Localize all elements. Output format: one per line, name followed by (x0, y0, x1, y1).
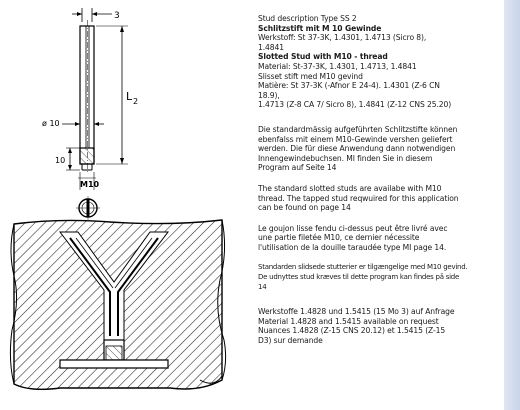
german-material: 1.4841 (258, 42, 284, 52)
stud-end-view (76, 196, 100, 220)
technical-drawing (0, 0, 238, 410)
english-description: The standard slotted studs are availabe with M10 (258, 183, 442, 193)
dim-diameter: ø 10 (42, 119, 60, 128)
french-material: Matière: St 37-3K (-Afnor E 24-4). 1.4301 (Z-6 CN (258, 81, 440, 91)
window-edge (504, 0, 520, 410)
english-description: can be found on page 14 (258, 203, 351, 213)
material-note: Werkstoffe 1.4828 und 1.5415 (15 Mo 3) auf Anfrage (258, 307, 455, 317)
stud-side-view (42, 8, 138, 190)
french-material: 1.4713 (Z-8 CA 7/ Sicro 8), 1.4841 (Z-12 CNS 25.20) (258, 100, 452, 110)
french-description: l'utilisation de la douille taraudée type MI page 14. (258, 242, 447, 252)
german-description: Innengewindebuchsen. MI finden Sie in diesem (258, 153, 433, 163)
german-description: Die standardmässig aufgeführten Schlitzstifte können (258, 124, 458, 134)
dim-length: L (126, 90, 133, 103)
french-title: Slisset stift med M10 gevind (258, 71, 363, 81)
dim-width-top: 3 (114, 11, 120, 21)
english-description: thread. The tapped stud reqwuired for this application (258, 193, 459, 203)
dim-thread-len: 10 (55, 156, 66, 165)
german-material: Werkstoff: St 37-3K, 1.4301, 1.4713 (Sicro 8), (258, 33, 427, 43)
german-description: Program auf Seite 14 (258, 163, 337, 173)
material-note: Nuances 1.4828 (Z-15 CNS 20.12) et 1.5415 (Z-15 (258, 326, 446, 336)
material-note: Material 1.4828 and 1.5415 available on request (258, 316, 439, 326)
german-description: ebenfalss mit einem M10-Gewinde vershen geliefert (258, 134, 453, 144)
danish-description: 14 (258, 282, 267, 291)
dim-length-sub: 2 (133, 97, 139, 106)
german-header: Stud description Type SS 2 (258, 14, 357, 23)
installation-section (10, 220, 225, 389)
french-description: Le goujon lisse fendu ci-dessus peut être livré avec (258, 223, 448, 233)
material-note: D3) sur demande (258, 336, 323, 346)
danish-description: Standarden slidsede stutterier er tilgængelige med M10 gevind. (258, 263, 468, 272)
danish-description: De udnyttes stud kræves til dette program kan findes på side (258, 273, 460, 282)
dim-thread: M10 (80, 180, 100, 189)
german-title: Schlitzstift mit M 10 Gewinde (258, 23, 382, 33)
french-description: une partie filetée M10, ce dernier nécessite (258, 233, 420, 243)
english-title: Slotted Stud with M10 - thread (258, 52, 388, 62)
english-material: Material: St-37-3K, 1.4301, 1.4713, 1.4841 (258, 61, 417, 71)
german-description: werden. Die für diese Anwendung dann notwendigen (258, 144, 456, 154)
description-text (258, 14, 502, 346)
french-material: 18.9), (258, 90, 280, 100)
